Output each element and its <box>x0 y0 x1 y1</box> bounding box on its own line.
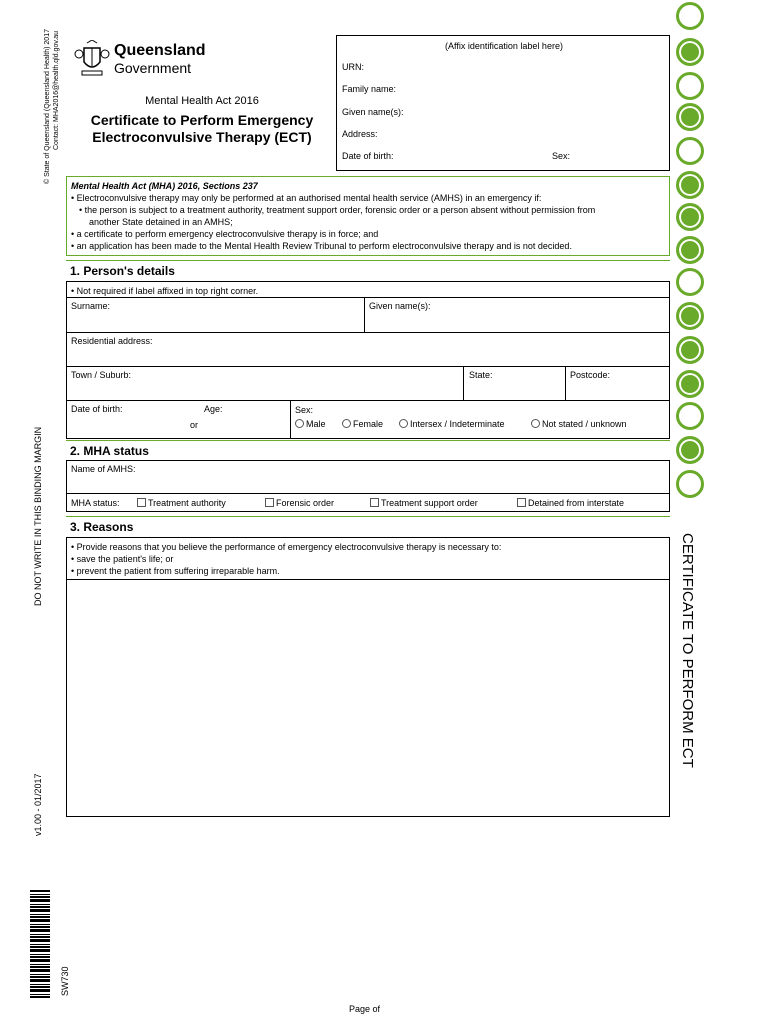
binding-ring <box>676 203 704 231</box>
contact-text: Contact: MHA2016@health.qld.gov.au <box>53 30 60 150</box>
binding-ring <box>676 402 704 430</box>
sex-intersex-radio[interactable]: Intersex / Indeterminate <box>399 419 505 429</box>
sex-label: Sex: <box>295 405 314 415</box>
state-field[interactable]: State: <box>469 370 493 380</box>
label-address: Address: <box>342 129 378 139</box>
legislation-heading: Mental Health Act (MHA) 2016, Sections 237 <box>71 181 258 191</box>
sex-female-radio[interactable]: Female <box>342 419 383 429</box>
note-label-affixed: • Not required if label affixed in top right corner. <box>71 286 259 296</box>
copyright-text: © State of Queensland (Queensland Health) 2017 <box>44 29 51 184</box>
sex-male-radio[interactable]: Male <box>295 419 326 429</box>
surname-field[interactable]: Surname: <box>71 301 111 311</box>
label-dob: Date of birth: <box>342 151 394 161</box>
label-sex: Sex: <box>552 151 571 161</box>
reasons-line: • Provide reasons that you believe the performance of emergency electroconvulsive therapy is necessary to: <box>71 542 502 552</box>
persons-details-box <box>66 281 670 439</box>
or-text: or <box>190 420 199 430</box>
binding-ring <box>676 268 704 296</box>
section-2-title: 2. MHA status <box>70 444 149 458</box>
coat-of-arms-logo <box>74 40 110 78</box>
binding-ring <box>676 436 704 464</box>
legislation-box <box>66 176 670 256</box>
amhs-name-field[interactable]: Name of AMHS: <box>71 464 136 474</box>
reasons-line: • prevent the patient from suffering irreparable harm. <box>71 566 280 576</box>
treatment-authority-checkbox[interactable]: Treatment authority <box>137 498 226 508</box>
binding-ring <box>676 336 704 364</box>
mha-status-label: MHA status: <box>71 498 120 508</box>
legislation-line: • the person is subject to a treatment authority, treatment support order, forensic order or a person absent without permission from <box>79 205 596 215</box>
legislation-line: • a certificate to perform emergency electroconvulsive therapy is in force; and <box>71 229 379 239</box>
label-family-name: Family name: <box>342 84 397 94</box>
residential-address-field[interactable]: Residential address: <box>71 336 153 346</box>
section-3-title: 3. Reasons <box>70 520 134 534</box>
mha-status-box <box>66 460 670 512</box>
dob-field[interactable]: Date of birth: <box>71 404 123 414</box>
binding-ring <box>676 2 704 30</box>
act-name: Mental Health Act 2016 <box>145 95 259 107</box>
binding-ring <box>676 72 704 100</box>
town-suburb-field[interactable]: Town / Suburb: <box>71 370 132 380</box>
label-box[interactable] <box>336 35 670 171</box>
binding-ring <box>676 236 704 264</box>
section-1-header <box>66 260 670 282</box>
reasons-input[interactable] <box>67 580 669 816</box>
binding-ring <box>676 370 704 398</box>
binding-margin-text: DO NOT WRITE IN THIS BINDING MARGIN <box>33 426 43 606</box>
form-title-1: Certificate to Perform Emergency <box>90 112 314 128</box>
gov-name: Queensland <box>114 42 206 59</box>
age-field[interactable]: Age: <box>204 404 223 414</box>
reasons-line: • save the patient's life; or <box>71 554 174 564</box>
form-code: SW730 <box>60 966 70 996</box>
sex-not-stated-radio[interactable]: Not stated / unknown <box>531 419 627 429</box>
section-3-header <box>66 516 670 538</box>
label-urn: URN: <box>342 62 364 72</box>
given-names-field[interactable]: Given name(s): <box>369 301 431 311</box>
label-given-names: Given name(s): <box>342 107 404 117</box>
detained-interstate-checkbox[interactable]: Detained from interstate <box>517 498 624 508</box>
binding-ring <box>676 470 704 498</box>
legislation-line: • an application has been made to the Mental Health Review Tribunal to perform electroconvulsive therapy and is not decided. <box>71 241 572 251</box>
forensic-order-checkbox[interactable]: Forensic order <box>265 498 334 508</box>
section-1-title: 1. Person's details <box>70 264 175 278</box>
label-box-heading: (Affix identification label here) <box>445 41 563 51</box>
reasons-box <box>66 537 670 817</box>
postcode-field[interactable]: Postcode: <box>570 370 611 380</box>
binding-ring <box>676 302 704 330</box>
barcode <box>30 890 50 998</box>
section-2-header <box>66 440 670 461</box>
legislation-line: another State detained in an AMHS; <box>89 217 233 227</box>
form-title-2: Electroconvulsive Therapy (ECT) <box>92 129 312 145</box>
binding-ring <box>676 103 704 131</box>
gov-name-2: Government <box>114 60 192 76</box>
version-text: v1.00 - 01/2017 <box>33 773 43 836</box>
binding-ring <box>676 137 704 165</box>
binding-ring <box>676 171 704 199</box>
legislation-line: • Electroconvulsive therapy may only be performed at an authorised mental health service (AMHS) in an emergency if: <box>71 193 542 203</box>
page-number: Page of <box>349 1004 381 1014</box>
treatment-support-order-checkbox[interactable]: Treatment support order <box>370 498 478 508</box>
side-title: CERTIFICATE TO PERFORM ECT <box>679 533 696 768</box>
binding-ring <box>676 38 704 66</box>
